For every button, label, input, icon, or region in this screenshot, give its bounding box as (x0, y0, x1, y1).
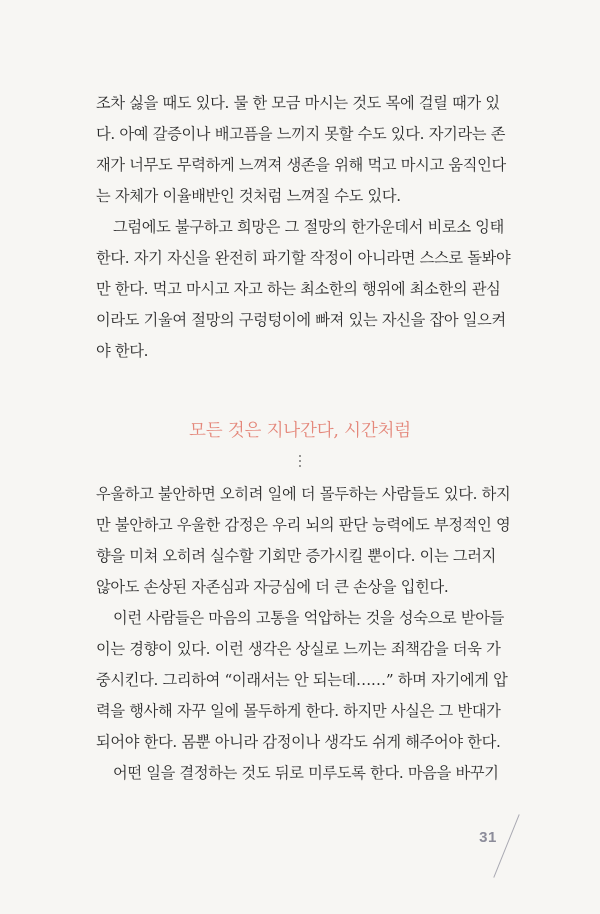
text-line-paragraph-start: 어떤 일을 결정하는 것도 뒤로 미루도록 한다. 마음을 바꾸기 (113, 764, 499, 782)
text-line: 향을 미쳐 오히려 실수할 기회만 증가시킬 뿐이다. 이는 그러지 (96, 547, 497, 565)
page-number: 31 (479, 829, 497, 846)
text-line: 야 한다. (96, 342, 149, 360)
text-line: 재가 너무도 무력하게 느껴져 생존을 위해 먹고 마시고 움직인다 (96, 156, 506, 174)
text-line: 않아도 손상된 자존심과 자긍심에 더 큰 손상을 입힌다. (96, 578, 449, 596)
text-line-paragraph-start: 이런 사람들은 마음의 고통을 억압하는 것을 성숙으로 받아들 (113, 609, 504, 627)
text-line: 이는 경향이 있다. 이런 생각은 상실로 느끼는 죄책감을 더욱 가 (96, 640, 501, 658)
body-text-lower (96, 479, 516, 789)
text-line: 는 자체가 이율배반인 것처럼 느껴질 수도 있다. (96, 187, 401, 205)
text-line: 중시킨다. 그리하여 “이래서는 안 되는데……” 하며 자기에게 압 (96, 671, 508, 689)
text-line: 되어야 한다. 몸뿐 아니라 감정이나 생각도 쉬게 해주어야 한다. (96, 733, 501, 751)
text-line: 다. 아예 갈증이나 배고픔을 느끼지 못할 수도 있다. 자기라는 존 (96, 125, 506, 143)
text-line: 조차 싫을 때도 있다. 물 한 모금 마시는 것도 목에 걸릴 때가 있 (96, 94, 500, 112)
text-line: 만 불안하고 우울한 감정은 우리 뇌의 판단 능력에도 부정적인 영 (96, 516, 511, 534)
body-text-upper (96, 88, 516, 367)
section-heading: 모든 것은 지나간다, 시간처럼 (189, 421, 411, 441)
text-line: 한다. 자기 자신을 완전히 파기할 작정이 아니라면 스스로 돌봐야 (96, 249, 511, 267)
text-line-paragraph-start: 그럼에도 불구하고 희망은 그 절망의 한가운데서 비로소 잉태 (113, 218, 504, 236)
text-line: 이라도 기울여 절망의 구렁텅이에 빠져 있는 자신을 잡아 일으켜 (96, 311, 506, 329)
text-line: 만 한다. 먹고 마시고 자고 하는 최소한의 행위에 최소한의 관심 (96, 280, 501, 298)
text-line: 력을 행사해 자꾸 일에 몰두하게 한다. 하지만 사실은 그 반대가 (96, 702, 501, 720)
page-number-slash-decoration (493, 814, 519, 877)
text-line: 우울하고 불안하면 오히려 일에 더 몰두하는 사람들도 있다. 하지 (96, 485, 511, 503)
vertical-dots-ornament-icon (298, 455, 302, 469)
